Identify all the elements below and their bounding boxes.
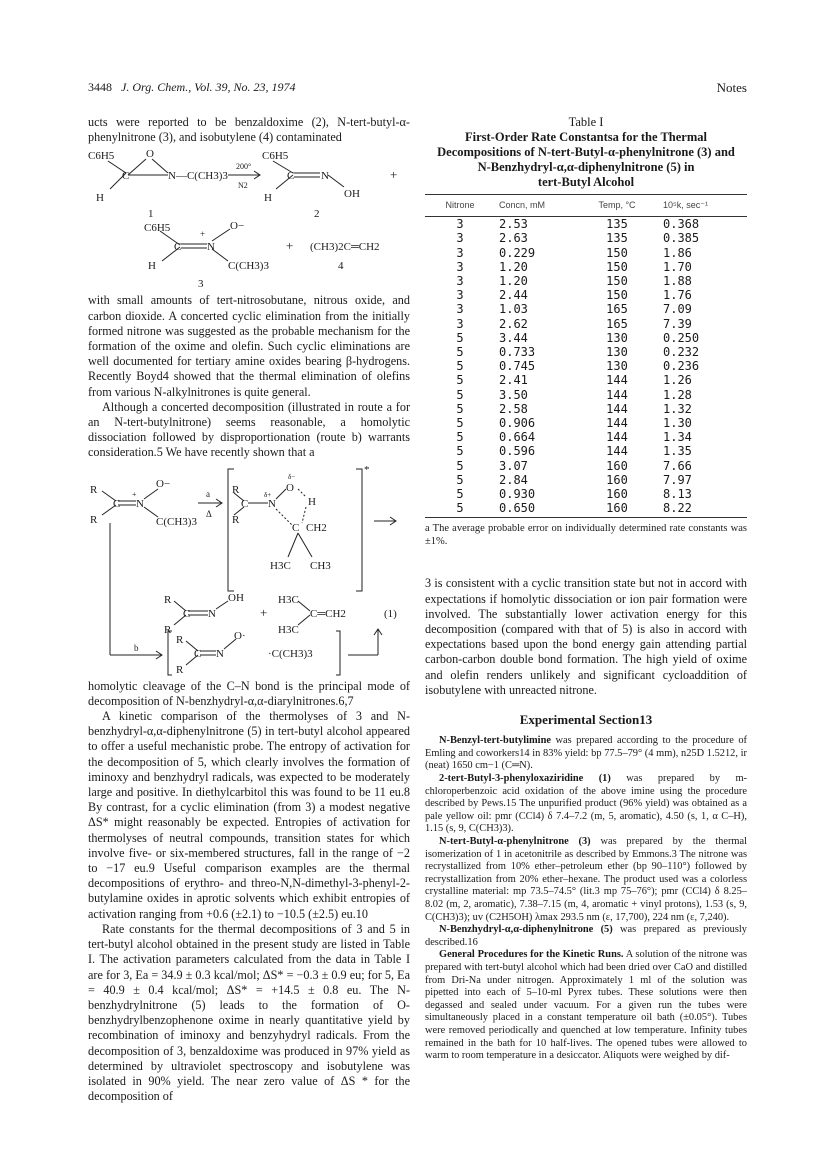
concentration-cell: 2.53 <box>499 217 528 232</box>
concentration-cell: 2.84 <box>499 472 528 487</box>
paragraph: Although a concerted decomposition (illustrated in route a for an N-tert-butylnitrone) seems reasonable, a homolytic dissociation followed by disproportionation (route b) warrants consideration.5 We have recently shown that a <box>88 399 410 460</box>
table-title: N-Benzhydryl-α,α-diphenylnitrone (5) in <box>477 160 695 174</box>
rate-constant-cell: 1.70 <box>663 259 692 274</box>
temperature-cell: 130 <box>606 330 628 345</box>
temperature-cell: 150 <box>606 259 628 274</box>
nitrone-cell: 5 <box>456 458 464 473</box>
o-minus-label: O− <box>156 477 171 490</box>
rate-constant-cell: 8.22 <box>653 501 747 518</box>
rate-constant-cell: 1.26 <box>663 373 692 388</box>
temperature-cell: 150 <box>606 288 628 303</box>
arrow-temp: 200° <box>236 162 252 172</box>
svg-text:R: R <box>176 633 184 646</box>
svg-text:+: + <box>132 489 137 499</box>
table-title-block <box>425 115 747 190</box>
svg-text:C: C <box>194 647 202 660</box>
table-row <box>425 388 747 402</box>
table-row <box>425 302 747 316</box>
svg-text:C: C <box>113 497 121 510</box>
nitrone-cell: 5 <box>456 373 464 388</box>
nitrone-cell: 5 <box>456 387 464 402</box>
nitrone-cell: 3 <box>456 302 464 317</box>
concentration-cell: 0.906 <box>499 416 536 431</box>
running-header <box>88 80 296 95</box>
concentration-cell: 3.44 <box>499 330 528 345</box>
scheme-2-drawing <box>88 461 410 679</box>
table-label: Table I <box>568 115 604 129</box>
nitrone-cell: 3 <box>456 245 464 260</box>
n-tbutyl-label: N—C(CH3)3 <box>168 170 228 183</box>
temperature-cell: 135 <box>606 231 628 246</box>
experimental-text: was prepared by the thermal isomerization of 1 in acetonitrile as described by Emmons.3 The nitrone was recrystallized from 10% ether–petroleum ether (bp 90–110°) followed by recrystallization from 20% ether–hexane. The product used was a colorless crystalline material: mp 73.5–74.5° (lit.3 mp 75–76°); pmr (CCl4) δ 8.25–8.02 (m, 2, aromatic), 7.38–7.15 (m, 4, aromatic + vinyl protons), 1.53 (s, 9, C(CH3)3); uv (C2H5OH) λmax 293.5 nm (ε, 17,700), 224 nm (ε, 7,240). <box>425 836 748 923</box>
nitrone-cell: 5 <box>456 444 464 459</box>
svg-text:N: N <box>136 497 144 510</box>
table-row <box>425 317 747 331</box>
nitrone-cell: 5 <box>456 487 464 502</box>
r-label: R <box>90 513 98 526</box>
temperature-cell: 165 <box>606 316 628 331</box>
svg-text:δ+: δ+ <box>264 490 272 499</box>
temperature-cell: 135 <box>606 217 628 232</box>
svg-text:C: C <box>183 607 191 620</box>
experimental-text: A solution of the nitrone was prepared with tert-butyl alcohol which had been dried over CaO and distilled from Dri-Na under nitrogen. Approximately 1 ml of the solution was pipetted into each of 5–10-ml Pyrex tubes. These solutions were then degassed and sealed under vacuum. For a given run the tubes were simultaneously placed in a constant temperature oil bath (±0.05°). Tubes were removed periodically and quenched at low temperature. Infinity tubes remained in the bath for 10 half-lives. The opened tubes were allowed to warm to room temperature in a desiccator. Aliquots were weighed by dif- <box>425 949 748 1062</box>
rate-constant-cell: 0.250 <box>663 330 700 345</box>
nitrone-cell: 5 <box>456 472 464 487</box>
table-row <box>425 260 747 274</box>
svg-text:δ−: δ− <box>288 472 296 481</box>
c6h5-label: C6H5 <box>262 150 289 163</box>
compound-heading: 2-tert-Butyl-3-phenyloxaziridine (1) <box>439 773 611 785</box>
compound-heading: N-tert-Butyl-α-phenylnitrone (3) <box>439 836 591 848</box>
svg-text:C: C <box>287 170 295 183</box>
ts-h-label: H <box>308 495 316 508</box>
compound-label: 1 <box>148 208 154 221</box>
temperature-cell: 144 <box>606 416 628 431</box>
table-row <box>425 487 747 501</box>
nitrone-cell: 3 <box>456 288 464 303</box>
experimental-paragraph <box>425 949 747 1062</box>
ts-o-label: O <box>286 481 294 494</box>
procedure-heading: General Procedures for the Kinetic Runs. <box>439 949 624 961</box>
rate-constant-cell: 7.39 <box>663 316 692 331</box>
paragraph: Rate constants for the thermal decompositions of 3 and 5 in tert-butyl alcohol obtained in the present study are listed in Table I. The activation parameters calculated from the data in Table I are for 3, Ea = 34.9 ± 0.3 kcal/mol; ΔS* = −0.3 ± 0.9 eu; for 5, Ea = 40.9 ± 0.4 kcal/mol; ΔS* = +14.5 ± 0.8 eu. The N-benzhydrylnitrone (5) leads to the formation of O-benzhydrylbenzophenone oxime in nearly quantitative yield by recombination of iminoxy and benzyhydryl radicals. From the decomposition of 3, benzaldoxime was produced in 97% yield as determined by ultraviolet spectroscopy and isobutylene was isolated in 90% yield. The near zero value of ΔS * for the decomposition of <box>88 921 410 1104</box>
arrow-gas: N2 <box>238 181 248 191</box>
plus-sign: + <box>260 604 268 620</box>
concentration-cell: 1.20 <box>499 274 528 289</box>
oh-label: OH <box>344 188 360 201</box>
plus-sign: + <box>286 238 294 254</box>
nitrone-cell: 3 <box>456 231 464 246</box>
experimental-text: was prepared according to the procedure of Emling and coworkers14 in 83% yield: bp 77.5–79° (4 mm), n25D 1.5212, ir (neat) 1650 cm−1 (C═N). <box>425 735 747 772</box>
concentration-cell: 2.41 <box>499 373 528 388</box>
section-header: Notes <box>716 80 747 95</box>
table-header-row <box>425 195 747 217</box>
table-row <box>425 345 747 359</box>
concentration-cell: 0.930 <box>499 487 536 502</box>
rate-constant-cell: 0.232 <box>663 345 700 360</box>
h-label: H <box>264 192 272 205</box>
temperature-cell: 160 <box>606 458 628 473</box>
nitrone-cell: 5 <box>456 359 464 374</box>
rate-constant-cell: 1.30 <box>663 416 692 431</box>
concentration-cell: 0.229 <box>499 245 536 260</box>
rate-constant-cell: 7.97 <box>663 472 692 487</box>
r-label: R <box>90 483 98 496</box>
rate-constant-cell: 1.32 <box>663 401 692 416</box>
svg-text:C: C <box>241 497 249 510</box>
concentration-cell: 2.63 <box>499 231 528 246</box>
concentration-cell: 2.58 <box>499 401 528 416</box>
rate-constant-cell: 7.09 <box>663 302 692 317</box>
table-row <box>425 373 747 387</box>
experimental-paragraph <box>425 735 747 773</box>
rate-constants-table <box>425 194 747 518</box>
svg-text:N: N <box>216 647 224 660</box>
table-title: First-Order Rate Constantsa for the Thermal <box>465 130 707 144</box>
compound-label: 3 <box>198 278 204 291</box>
column-header: Concn, mM <box>495 195 581 217</box>
experimental-paragraph <box>425 773 747 836</box>
page-number: 3448 <box>88 80 112 94</box>
nitrone-cell: 5 <box>425 501 495 518</box>
temperature-cell: 150 <box>606 274 628 289</box>
table-title: Decompositions of N-tert-Butyl-α-phenylnitrone (3) and <box>437 145 735 159</box>
svg-text:R: R <box>232 483 240 496</box>
temperature-cell: 144 <box>606 444 628 459</box>
temperature-cell: 160 <box>606 487 628 502</box>
table-row <box>425 444 747 458</box>
isobutylene-c-label: C═CH2 <box>310 607 346 620</box>
table-row <box>425 331 747 345</box>
svg-text:+: + <box>200 229 206 240</box>
concentration-cell: 1.03 <box>499 302 528 317</box>
svg-text:O: O <box>146 148 154 161</box>
rate-constant-cell: 1.34 <box>663 430 692 445</box>
reaction-scheme-2 <box>88 461 410 679</box>
svg-text:N: N <box>268 497 276 510</box>
delta-label: Δ <box>206 508 212 519</box>
table-row <box>425 430 747 444</box>
experimental-paragraph <box>425 924 747 949</box>
experimental-text: was prepared as previously described.16 <box>425 924 747 948</box>
table-row <box>425 288 747 302</box>
rate-constant-cell: 8.13 <box>663 487 692 502</box>
tbutyl-radical-label: ·C(CH3)3 <box>268 647 313 660</box>
table-row <box>425 459 747 473</box>
temperature-cell: 165 <box>606 302 628 317</box>
rate-constant-cell: 1.76 <box>663 288 692 303</box>
h-label: H <box>96 192 104 205</box>
temperature-cell: 144 <box>606 373 628 388</box>
tbutyl-label: C(CH3)3 <box>156 515 197 528</box>
temperature-cell: 130 <box>606 345 628 360</box>
table-row <box>425 231 747 245</box>
paragraph: ucts were reported to be benzaldoxime (2), N-tert-butyl-α-phenylnitrone (3), and isobutylene (4) contaminated <box>88 115 410 145</box>
table-row <box>425 402 747 416</box>
experimental-section <box>425 735 747 1062</box>
compound-heading: N-Benzhydryl-α,α-diphenylnitrone (5) <box>439 924 613 936</box>
temperature-cell: 150 <box>606 245 628 260</box>
reaction-scheme-1 <box>88 145 410 293</box>
rate-constant-cell: 1.35 <box>663 444 692 459</box>
route-b-label: b <box>134 642 139 653</box>
table-footnote: a The average probable error on individually determined rate constants was ±1%. <box>425 523 747 548</box>
concentration-cell: 0.664 <box>499 430 536 445</box>
temperature-cell: 144 <box>606 430 628 445</box>
rate-constant-cell: 0.385 <box>663 231 700 246</box>
nitrone-cell: 3 <box>456 316 464 331</box>
concentration-cell: 3.50 <box>499 387 528 402</box>
table-row <box>425 416 747 430</box>
ts-ch2-label: CH2 <box>306 521 327 534</box>
nitrone-cell: 5 <box>456 416 464 431</box>
paragraph: homolytic cleavage of the C–N bond is the principal mode of decomposition of N-benzhydryl-α,α-diarylnitrones.6,7 <box>88 678 410 708</box>
rate-constant-cell: 1.88 <box>663 274 692 289</box>
nitrone-cell: 5 <box>456 430 464 445</box>
concentration-cell: 0.650 <box>495 501 581 518</box>
svg-text:C: C <box>174 241 182 254</box>
o-minus-label: O− <box>230 220 245 233</box>
table-row <box>425 217 747 232</box>
isobutylene-label: (CH3)2C═CH2 <box>310 241 380 254</box>
paragraph: A kinetic comparison of the thermolyses of 3 and N-benzhydryl-α,α-diphenylnitrone (5) in tert-butyl alcohol appeared to offer a useful mechanistic probe. The entropy of activation for the decomposition of 5, which clearly involves the formation of iminoxy and benzhydryl radicals, was expected to be moderately large and positive. In diethylcarbitol this was found to be 11 eu.8 By contrast, for a cyclic elimination (from 3) a modest negative ΔS* might reasonably be expected. Entropies of activation for thermolyses of neutral compounds, transition states for which involve five- or six-membered structures, fall in the range of −2 to −17 eu.9 Useful comparison examples are the thermal decompositions of erythro- and threo-N,N-dimethyl-3-phenyl-2-butylamine oxides in aprotic solvents which exhibit entropies of activation ranging from +0.6 (±2.1) to −10.5 (±2.5) eu.10 <box>88 709 410 921</box>
column-header: Nitrone <box>425 195 495 217</box>
right-column <box>425 115 747 1063</box>
radical-o-label: O· <box>234 629 246 642</box>
journal-citation: J. Org. Chem., Vol. 39, No. 23, 1974 <box>121 80 296 94</box>
table-row <box>425 501 747 518</box>
rate-constant-cell: 0.368 <box>663 217 700 232</box>
rate-constant-cell: 0.236 <box>663 359 700 374</box>
svg-text:H3C: H3C <box>278 623 299 636</box>
plus-sign: + <box>390 167 398 183</box>
ts-ch3-label: CH3 <box>310 559 331 572</box>
ts-h3c-label: H3C <box>270 559 291 572</box>
svg-text:R: R <box>232 513 240 526</box>
svg-text:C: C <box>122 170 130 183</box>
nitrone-cell: 3 <box>456 259 464 274</box>
svg-text:N: N <box>207 241 215 254</box>
svg-text:R: R <box>164 623 172 636</box>
table-row <box>425 473 747 487</box>
table-row <box>425 359 747 373</box>
svg-text:R: R <box>176 663 184 676</box>
scheme-1-drawing <box>88 145 410 293</box>
paragraph: 3 is consistent with a cyclic transition state but not in accord with expectations if homolytic dissociation or ion pair formation were involved. The substantially lower activation energy for this decomposition (compared with that of 5) is also in accord with expectations based upon the bond energy gain attending partial carbon-carbon double bond formation. The high yield of oxime and olefin renders unlikely and significant cycloaddition of isobutylene with unreacted nitrone. <box>425 576 747 697</box>
equation-number: (1) <box>384 607 397 620</box>
nitrone-cell: 5 <box>456 401 464 416</box>
section-heading: Experimental Section13 <box>519 712 653 728</box>
paragraph: with small amounts of tert-nitrosobutane, nitrous oxide, and carbon dioxide. A concerted cyclic elimination from the initially formed nitrone was suggested as the probable mechanism for the formation of the oxime and olefin. Such cyclic eliminations are well documented for tertiary amine oxides bearing β-hydrogens. Recently Boyd4 showed that the thermal elimination of olefins from various N-alkylnitrones is quite general. <box>88 293 410 399</box>
temperature-cell: 130 <box>606 359 628 374</box>
h3c-label: H3C <box>278 593 299 606</box>
nitrone-cell: 3 <box>456 274 464 289</box>
temperature-cell: 144 <box>606 387 628 402</box>
column-header: 10⁵k, sec⁻¹ <box>653 195 747 217</box>
h-label: H <box>148 260 156 273</box>
oh-label: OH <box>228 591 244 604</box>
left-column <box>88 115 410 1104</box>
temperature-cell: 144 <box>606 401 628 416</box>
table-title: tert-Butyl Alcohol <box>537 175 635 189</box>
concentration-cell: 1.20 <box>499 259 528 274</box>
ts-star: * <box>364 463 370 476</box>
experimental-text: was prepared by m-chloroperbenzoic acid oxidation of the above imine using the procedure described by Pews.15 The unpurified product (96% yield) was obtained as a pale yellow oil: pmr (CCl4) δ 7.4–7.2 (m, 5, aromatic), 4.50 (s, 1, α C–H), 1.15 (s, 9, C(CH3)3). <box>425 773 747 835</box>
compound-label: 2 <box>314 208 320 221</box>
nitrone-cell: 3 <box>456 217 464 232</box>
concentration-cell: 0.733 <box>499 345 536 360</box>
svg-text:C: C <box>292 521 300 534</box>
svg-text:N: N <box>321 170 329 183</box>
svg-text:R: R <box>164 593 172 606</box>
tbutyl-label: C(CH3)3 <box>228 260 269 273</box>
svg-text:N: N <box>208 607 216 620</box>
route-a-label: a <box>206 488 210 499</box>
concentration-cell: 0.745 <box>499 359 536 374</box>
c6h5-label: C6H5 <box>144 222 171 235</box>
temperature-cell: 160 <box>581 501 653 518</box>
rate-constant-cell: 1.86 <box>663 245 692 260</box>
rate-constant-cell: 7.66 <box>663 458 692 473</box>
concentration-cell: 2.44 <box>499 288 528 303</box>
c6h5-label: C6H5 <box>88 150 115 163</box>
table-row <box>425 246 747 260</box>
temperature-cell: 160 <box>606 472 628 487</box>
concentration-cell: 3.07 <box>499 458 528 473</box>
compound-label: 4 <box>338 260 344 273</box>
nitrone-cell: 5 <box>456 330 464 345</box>
table-row <box>425 274 747 288</box>
nitrone-cell: 5 <box>456 345 464 360</box>
compound-heading: N-Benzyl-tert-butylimine <box>439 735 551 747</box>
rate-constant-cell: 1.28 <box>663 387 692 402</box>
concentration-cell: 2.62 <box>499 316 528 331</box>
concentration-cell: 0.596 <box>499 444 536 459</box>
column-header: Temp, °C <box>581 195 653 217</box>
experimental-paragraph <box>425 836 747 924</box>
